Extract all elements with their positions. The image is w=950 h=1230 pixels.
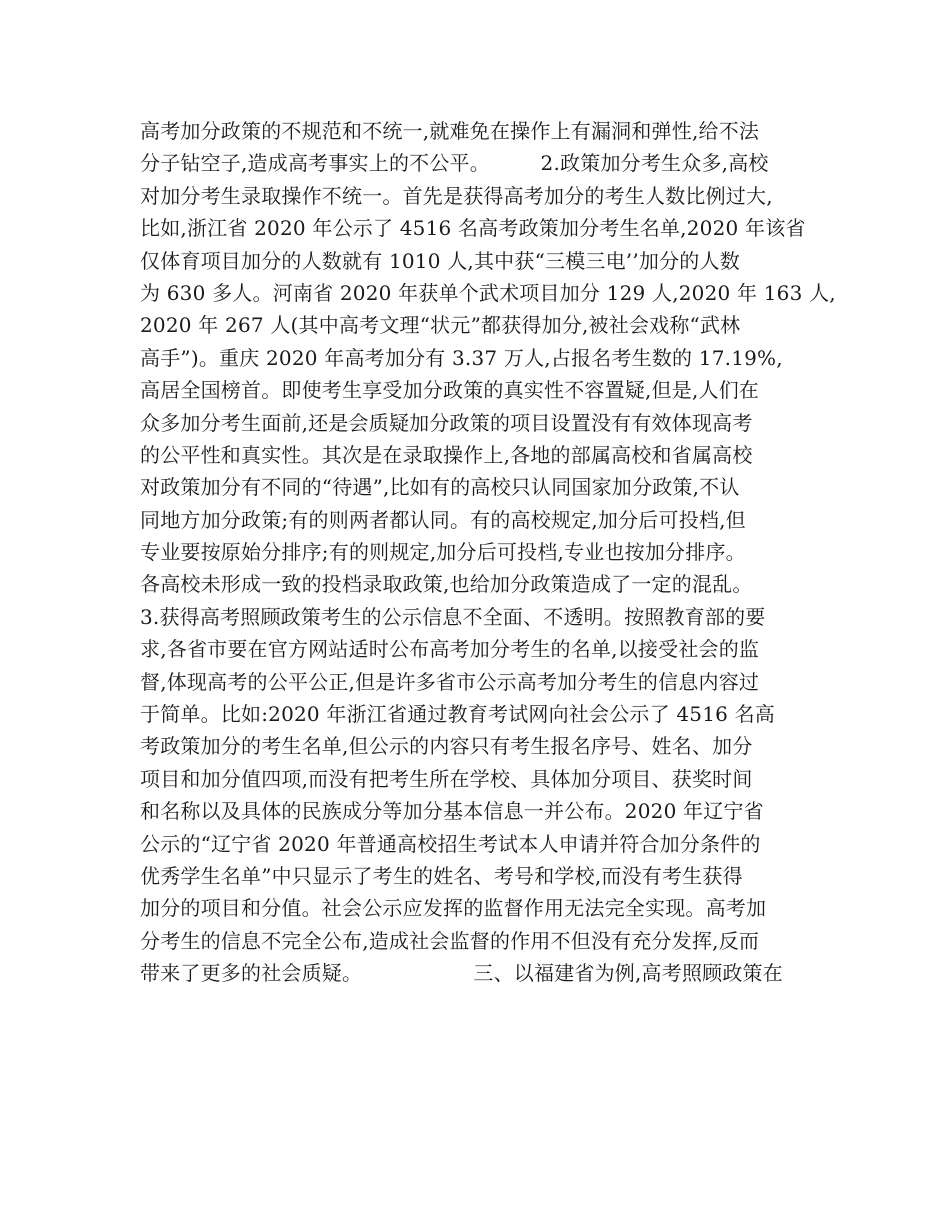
text-line: 分考生的信息不完全公布,造成社会监督的作用不但没有充分发挥,反而 [140, 928, 760, 953]
text-line: 仅体育项目加分的人数就有 1010 人,其中获“三模三电’’加分的人数 [140, 248, 740, 273]
text-line: 对政策加分有不同的“待遇”,比如有的高校只认同国家加分政策,不认 [140, 475, 740, 500]
text-line: 的公平性和真实性。其次是在录取操作上,各地的部属高校和省属高校 [140, 442, 753, 467]
text-line: 为 630 多人。河南省 2020 年获单个武术项目加分 129 人,2020 年 163 人, [140, 280, 836, 305]
text-line: 对加分考生录取操作不统一。首先是获得高考加分的考生人数比例过大, [140, 183, 773, 208]
text-line: 公示的“辽宁省 2020 年普通高校招生考试本人申请并符合加分条件的 [140, 831, 761, 856]
text-line: 高手”)。重庆 2020 年高考加分有 3.37 万人,占报名考生数的 17.19%, [140, 345, 783, 370]
text-line: 带来了更多的社会质疑。 三、以福建省为例,高考照顾政策在 [140, 961, 783, 986]
body-text [140, 115, 840, 990]
text-line: 考政策加分的考生名单,但公示的内容只有考生报名序号、姓名、加分 [140, 734, 753, 759]
text-line: 求,各省市要在官方网站适时公布高考加分考生的名单,以接受社会的监 [140, 637, 760, 662]
text-line: 各高校未形成一致的投档录取政策,也给加分政策造成了一定的混乱。 [140, 572, 753, 597]
text-line: 和名称以及具体的民族成分等加分基本信息一并公布。2020 年辽宁省 [140, 799, 764, 824]
text-line: 督,体现高考的公平公正,但是许多省市公示高考加分考生的信息内容过 [140, 669, 760, 694]
text-line: 高考加分政策的不规范和不统一,就难免在操作上有漏洞和弹性,给不法 [140, 119, 760, 143]
text-line: 3.获得高考照顾政策考生的公示信息不全面、不透明。按照教育部的要 [140, 604, 766, 629]
text-line: 加分的项目和分值。社会公示应发挥的监督作用无法完全实现。高考加 [140, 896, 767, 921]
text-line: 比如,浙江省 2020 年公示了 4516 名高考政策加分考生名单,2020 年该省 [140, 216, 806, 241]
text-line: 优秀学生名单”中只显示了考生的姓名、考号和学校,而没有考生获得 [140, 863, 743, 888]
text-line: 同地方加分政策;有的则两者都认同。有的高校规定,加分后可投档,但 [140, 507, 746, 532]
text-line: 众多加分考生面前,还是会质疑加分政策的项目设置没有有效体现高考 [140, 410, 753, 435]
text-line: 分子钻空子,造成高考事实上的不公平。 2.政策加分考生众多,高校 [140, 151, 769, 176]
text-line: 高居全国榜首。即使考生享受加分政策的真实性不容置疑,但是,人们在 [140, 378, 760, 403]
text-line: 于简单。比如:2020 年浙江省通过教育考试网向社会公示了 4516 名高 [140, 702, 776, 727]
text-line: 2020 年 267 人(其中高考文理“状元”都获得加分,被社会戏称“武林 [140, 313, 741, 338]
text-line: 专业要按原始分排序;有的则规定,加分后可投档,专业也按加分排序。 [140, 540, 746, 565]
text-line: 项目和加分值四项,而没有把考生所在学校、具体加分项目、获奖时间 [140, 766, 753, 791]
